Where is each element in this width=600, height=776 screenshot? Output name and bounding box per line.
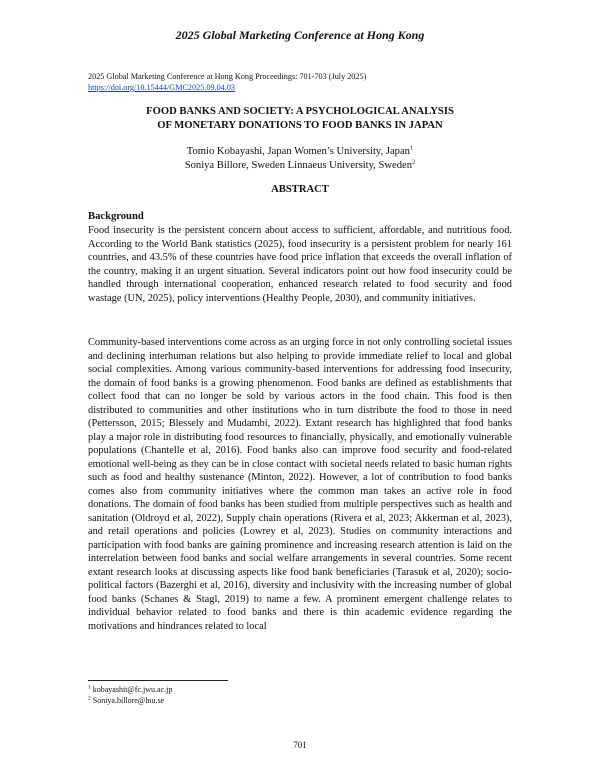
author-1 <box>88 145 512 159</box>
page-number: 701 <box>293 740 307 750</box>
author-1-footnote-mark: 1 <box>409 144 414 152</box>
author-2-footnote-mark: 2 <box>412 158 416 166</box>
section-heading-background: Background <box>88 211 144 222</box>
footnote-1 <box>88 685 172 695</box>
proceedings-citation: 2025 Global Marketing Conference at Hong Kong Proceedings: 701-703 (July 2025) <box>88 72 367 81</box>
abstract-heading: ABSTRACT <box>271 184 329 195</box>
proceedings-info <box>88 72 366 93</box>
footnote-divider <box>88 680 228 681</box>
abstract-paragraph-2: Community-based interventions come across as an urging force in not only controlling societal issues and declining interhuman relations but also helping to provide immediate relief to local and global social complexities. Among various community-based interventions for addressing food insecurity, the domain of food banks is a growing phenomenon. Food banks are defined as establishments that collect food that can no longer be sold by various actors in the food chain. This food is then distributed to communities and other institutions who in turn distribute the food to those in need (Pettersson, 2015; Blessely and Mudambi, 2022). Extant research has highlighted that food banks play a major role in distributing food resources to financially, physically, and emotionally vulnerable populations (Chantelle et al, 2016). Food banks also can improve food security and food-related emotional well-being as they can be in close contact with societal needs related to basic human rights such as food and healthy sustenance (Minton, 2022). However, a lot of contribution to food banks comes also from community initiatives where the common man takes an active role in food donations. The domain of food banks has been studied from multiple perspectives such as health and sanitation (Oldroyd et al, 2022), Supply chain operations (Rivera et al, 2023; Akkerman et al, 2023), and retail operations and policies (Lowrey et al, 2023). Studies on community interactions and participation with food banks are gaining prominence and increasing research attention is laid on the interrelation between food banks and social welfare arrangements in several countries. Some recent extant research looks at discussing aspects like food bank beneficiaries (Tarasuk et al, 2020); socio-political factors (Bazerghi et al, 2016), diversity and inclusivity with the increasing number of global food banks (Schanes & Stagl, 2019) to name a few. A prominent emergent challenge relates to individual behavior related to food banks and there is thin academic evidence regarding the motivations and hindrances related to local <box>88 337 512 632</box>
footnote-2-mark: 2 <box>88 695 91 702</box>
title-line-1: FOOD BANKS AND SOCIETY: A PSYCHOLOGICAL ANALYSIS <box>146 106 454 117</box>
title-line-2: OF MONETARY DONATIONS TO FOOD BANKS IN JAPAN <box>157 120 443 131</box>
footnote-1-email: kobayashit@fc.jwu.ac.jp <box>92 685 173 694</box>
author-list <box>88 145 512 173</box>
running-head: 2025 Global Marketing Conference at Hong Kong <box>175 28 425 42</box>
footnote-2-email: Soniya.billore@lnu.se <box>92 696 165 705</box>
doi-link[interactable]: https://doi.org/10.15444/GMC2025.09.04.03 <box>88 82 236 92</box>
footnote-2 <box>88 696 164 706</box>
abstract-paragraph-1: Food insecurity is the persistent concern about access to sufficient, affordable, and nutritious food. According to the World Bank statistics (2025), food insecurity is a persistent problem for nearly 161 countries, and 43.5% of these countries have food price inflation that exceeds the overall inflation of the country, making it an urgent situation. Several indicators point out how food insecurity could be handled through international cooperation, enhanced research related to food security and food wastage (UN, 2025), policy interventions (Healthy People, 2030), and community initiatives. <box>88 225 512 304</box>
footnote-1-mark: 1 <box>88 684 91 691</box>
paper-title <box>88 105 512 133</box>
author-2-text: Soniya Billore, Sweden Linnaeus University, Sweden <box>184 160 413 171</box>
author-1-text: Tomio Kobayashi, Japan Women’s University, Japan <box>186 146 410 157</box>
author-2 <box>88 159 512 173</box>
